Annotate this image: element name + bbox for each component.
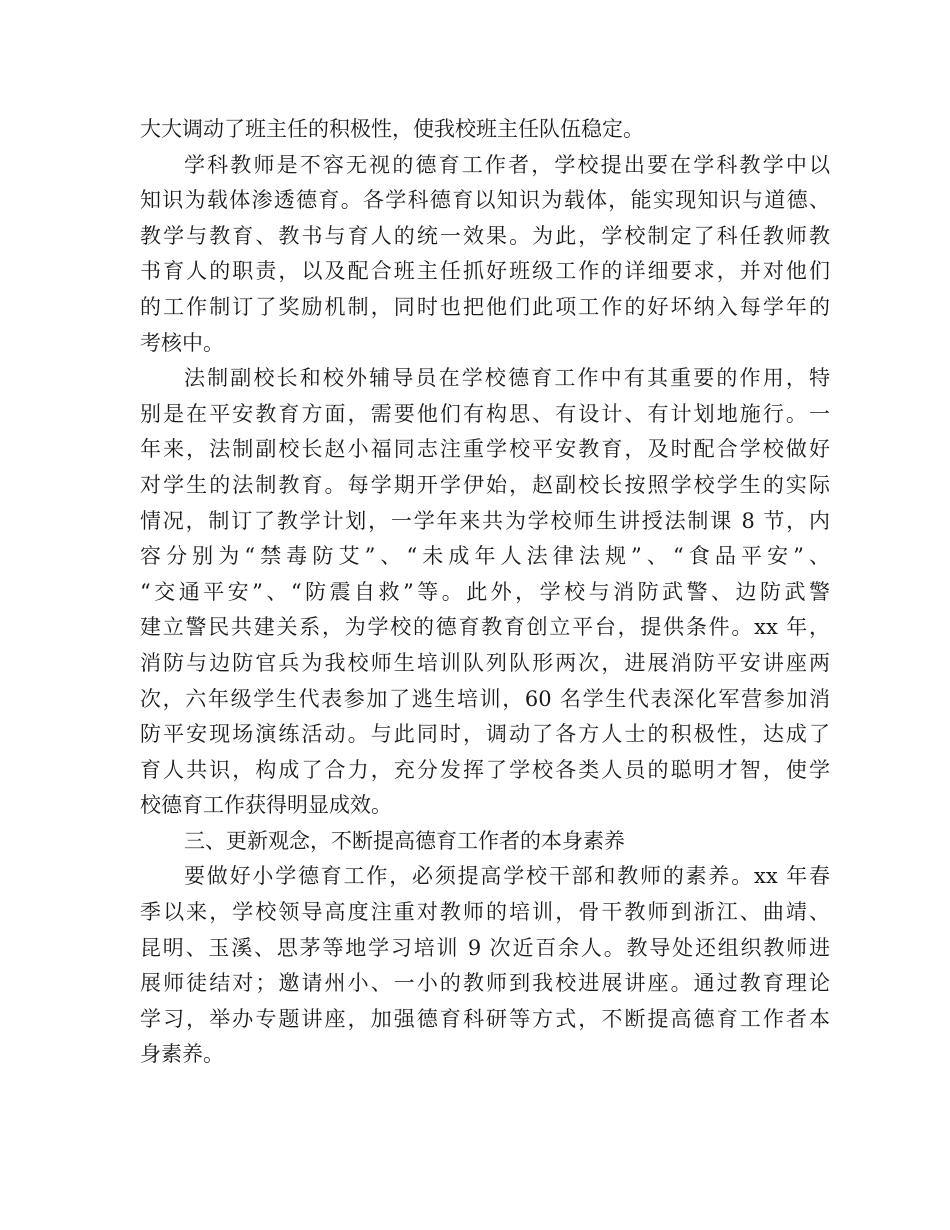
text-line: 容分别为“禁毒防艾”、“未成年人法律法规”、“食品平安”、 <box>140 544 830 569</box>
text-line: 知识为载体渗透德育。各学科德育以知识为载体，能实现知识与道德、 <box>140 188 830 213</box>
text-line: 次，六年级学生代表参加了逃生培训，60 名学生代表深化军营参加消 <box>140 686 830 711</box>
text-line: 书育人的职责，以及配合班主任抓好班级工作的详细要求，并对他们 <box>140 259 830 284</box>
text-line: 育人共识，构成了合力，充分发挥了学校各类人员的聪明才智，使学 <box>140 757 830 782</box>
document-body <box>140 112 830 1073</box>
text-line: 季以来，学校领导高度注重对教师的培训，骨干教师到浙江、曲靖、 <box>140 900 830 925</box>
text-line: 建立警民共建关系，为学校的德育教育创立平台，提供条件。xx 年， <box>140 615 830 640</box>
text-line: 消防与边防官兵为我校师生培训队列队形两次，进展消防平安讲座两 <box>140 650 830 675</box>
text-line: “交通平安”、“防震自救”等。此外，学校与消防武警、边防武警 <box>140 579 830 604</box>
text-line: 要做好小学德育工作，必须提高学校干部和教师的素养。xx 年春 <box>184 864 830 889</box>
text-line: 学科教师是不容无视的德育工作者，学校提出要在学科教学中以 <box>184 152 830 177</box>
text-line: 别是在平安教育方面，需要他们有构思、有设计、有计划地施行。一 <box>140 401 830 426</box>
text-line: 大大调动了班主任的积极性，使我校班主任队伍稳定。 <box>140 117 644 141</box>
text-line: 展师徒结对；邀请州小、一小的教师到我校进展讲座。通过教育理论 <box>140 971 830 996</box>
text-line: 防平安现场演练活动。与此同时，调动了各方人士的积极性，达成了 <box>140 722 830 747</box>
text-line: 对学生的法制教育。每学期开学伊始，赵副校长按照学校学生的实际 <box>140 472 830 497</box>
text-line: 校德育工作获得明显成效。 <box>140 793 392 818</box>
text-line: 情况，制订了教学计划，一学年来共为学校师生讲授法制课 8 节，内 <box>140 508 830 533</box>
text-line: 身素养。 <box>140 1042 224 1067</box>
text-line: 年来，法制副校长赵小福同志注重学校平安教育，及时配合学校做好 <box>140 437 830 462</box>
text-line: 法制副校长和校外辅导员在学校德育工作中有其重要的作用，特 <box>184 366 830 391</box>
text-line: 的工作制订了奖励机制，同时也把他们此项工作的好坏纳入每学年的 <box>140 294 830 319</box>
text-line: 昆明、玉溪、思茅等地学习培训 9 次近百余人。教导处还组织教师进 <box>140 935 830 960</box>
text-line: 三、更新观念，不断提高德育工作者的本身素养 <box>184 828 625 853</box>
text-line: 教学与教育、教书与育人的统一效果。为此，学校制定了科任教师教 <box>140 223 830 248</box>
text-line: 考核中。 <box>140 330 224 355</box>
text-line: 学习，举办专题讲座，加强德育科研等方式，不断提高德育工作者本 <box>140 1006 830 1031</box>
